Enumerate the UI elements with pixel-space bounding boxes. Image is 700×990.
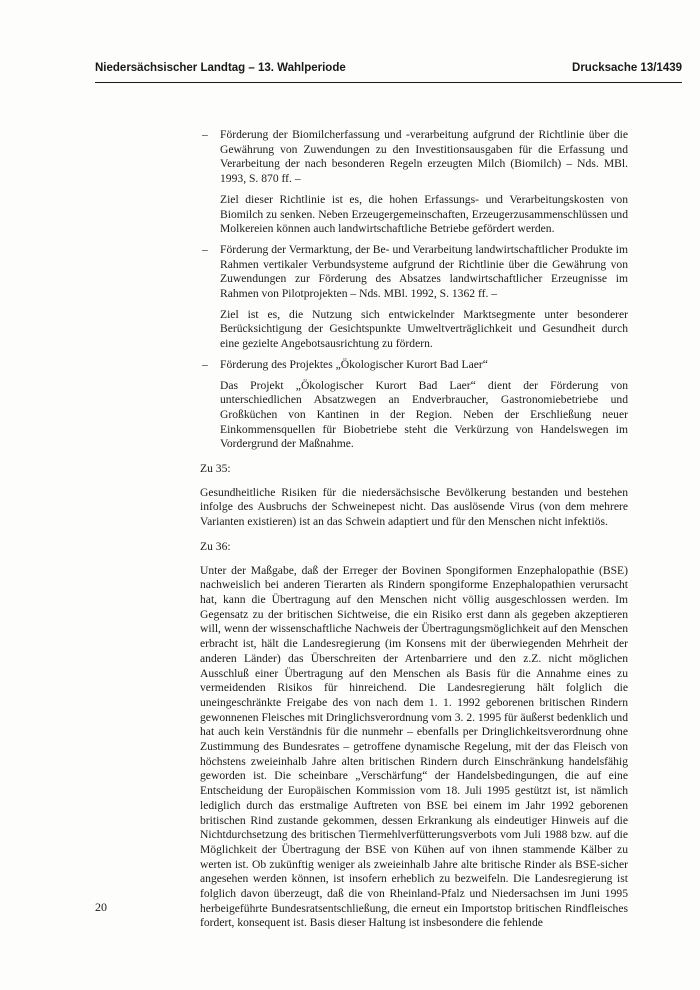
bullet-note: Ziel dieser Richtlinie ist es, die hohen Erfassungs- und Verarbeitungskosten von Biomilch zu senken. Neben Erzeugergemeinschaften, Erzeugerzusammenschlüssen und Molkereien können auch landwirtschaftliche Betriebe gefördert werden.: [220, 192, 628, 236]
section-heading-zu-35: Zu 35:: [200, 462, 231, 476]
document-body: [200, 128, 628, 937]
section-text-zu-35: Gesundheitliche Risiken für die niedersächsische Bevölkerung bestanden und bestehen infolge des Ausbruchs der Schweinepest nicht. Das auslösende Virus (von dem mehrere Varianten existieren) ist an das Schwein adaptiert und für den Menschen nicht infektiös.: [200, 485, 628, 529]
section-heading-zu-36: Zu 36:: [200, 539, 231, 553]
header-document-number: Drucksache 13/1439: [572, 62, 682, 74]
bullet-text: Förderung der Biomilcherfassung und -verarbeitung aufgrund der Richtlinie über die Gewährung von Zuwendungen zu den Investitionsausgaben für die Erfassung und Verarbeitung der nach besonderen Regeln erzeugten Milch (Biomilch) – Nds. MBl. 1993, S. 870 ff. –: [220, 128, 628, 186]
section-text-zu-36: Unter der Maßgabe, daß der Erreger der Bovinen Spongiformen Enzephalopathie (BSE) nachweislich bei anderen Tierarten als Rindern spongiforme Enzephalopathien verursacht hat, kann die Übertragung auf den Menschen nicht völlig ausgeschlossen werden. Im Gegensatz zu der britischen Sichtweise, die ein Risiko erst dann als gegeben akzeptieren will, wenn der wissenschaftliche Nachweis der Übertragungsmöglichkeit auf den Menschen erbracht ist, hält die Landesregierung (im Konsens mit der überwiegenden Mehrheit der anderen Länder) das Überschreiten der Artenbarriere und den z.Z. nicht möglichen Ausschluß einer Übertragung auf den Menschen als Basis für die Annahme eines zu vermeidenden Risikos für hinreichend. Die Landesregierung hält folglich die uneingeschränkte Freigabe des von nach dem 1. 1. 1992 geborenen britischen Rindern gewonnenen Fleisches mit Dringlichsverordnung vom 3. 2. 1995 für äußerst bedenklich und hat auch kein Verständnis für die nunmehr – ebenfalls per Dringlichkeitsverordnung ohne Zustimmung des Bundesrates – getroffene dynamische Regelung, mit der das Fleisch von höchstens zweieinhalb Jahre alten britischen Rindern durch Einschränkung handelsfähig geworden ist. Die scheinbare „Verschärfung“ der Handelsbedingungen, die auf eine Entscheidung der Europäischen Kommission vom 18. Juli 1995 gestützt ist, ist nämlich lediglich durch das erstmalige Auftreten von BSE bei einem im Jahr 1992 geborenen britischen Rind zustande gekommen, dessen Erkrankung als eindeutiger Hinweis auf die Nichtdurchsetzung des britischen Tiermehlverfütterungsverbots vom Juli 1988 bzw. auf die Möglichkeit der Übertragung der BSE von Kühen auf von ihnen stammende Kälber zu werten ist. Ob zukünftig weniger als zweieinhalb Jahre alte britische Rinder als BSE-sicher angesehen werden können, ist insofern erheblich zu bezweifeln. Die Landesregierung ist folglich davon überzeugt, daß die von Rheinland-Pfalz und Niedersachsen im Juni 1995 herbeigeführte Bundesratsentschließung, die erneut ein Importstop britischen Rindfleisches fordert, konsequent ist. Basis dieser Haltung ist insbesondere die fehlende: [200, 563, 628, 930]
bullet-dash: –: [202, 357, 208, 371]
bullet-dash: –: [202, 242, 208, 256]
bullet-note: Ziel ist es, die Nutzung sich entwickelnder Marktsegmente unter besonderer Berücksichtigung der Gesichtspunkte Umweltverträglichkeit und Gesundheit durch eine gezielte Angebotsausrichtung zu fördern.: [220, 307, 628, 351]
bullet-text: Förderung der Vermarktung, der Be- und Verarbeitung landwirtschaftlicher Produkte im Rahmen vertikaler Verbundsysteme aufgrund der Richtlinie über die Gewährung von Zuwendungen zur Förderung des Absatzes landwirtschaftlicher Erzeugnisse im Rahmen von Pilotprojekten – Nds. MBl. 1992, S. 1362 ff. –: [220, 242, 628, 301]
bullet-text: Förderung des Projektes „Ökologischer Kurort Bad Laer“: [220, 357, 488, 371]
bullet-dash: –: [202, 128, 208, 141]
page-number: 20: [95, 900, 107, 914]
bullet-item-vermarktung: [200, 243, 628, 302]
bullet-item-kurort: [200, 358, 628, 373]
bullet-note: Das Projekt „Ökologischer Kurort Bad Laer“ dient der Förderung von unterschiedlichen Absatzwegen an Endverbraucher, Gastronomiebetriebe und Großküchen von Kantinen in der Region. Neben der Erschließung neuer Einkommensquellen für Biobetriebe steht die Verkürzung von Handelswegen im Vordergrund der Maßnahme.: [220, 378, 628, 451]
header-title: Niedersächsischer Landtag – 13. Wahlperiode: [95, 62, 346, 74]
bullet-item-biomilch: [200, 128, 628, 187]
page-header: [95, 58, 682, 83]
